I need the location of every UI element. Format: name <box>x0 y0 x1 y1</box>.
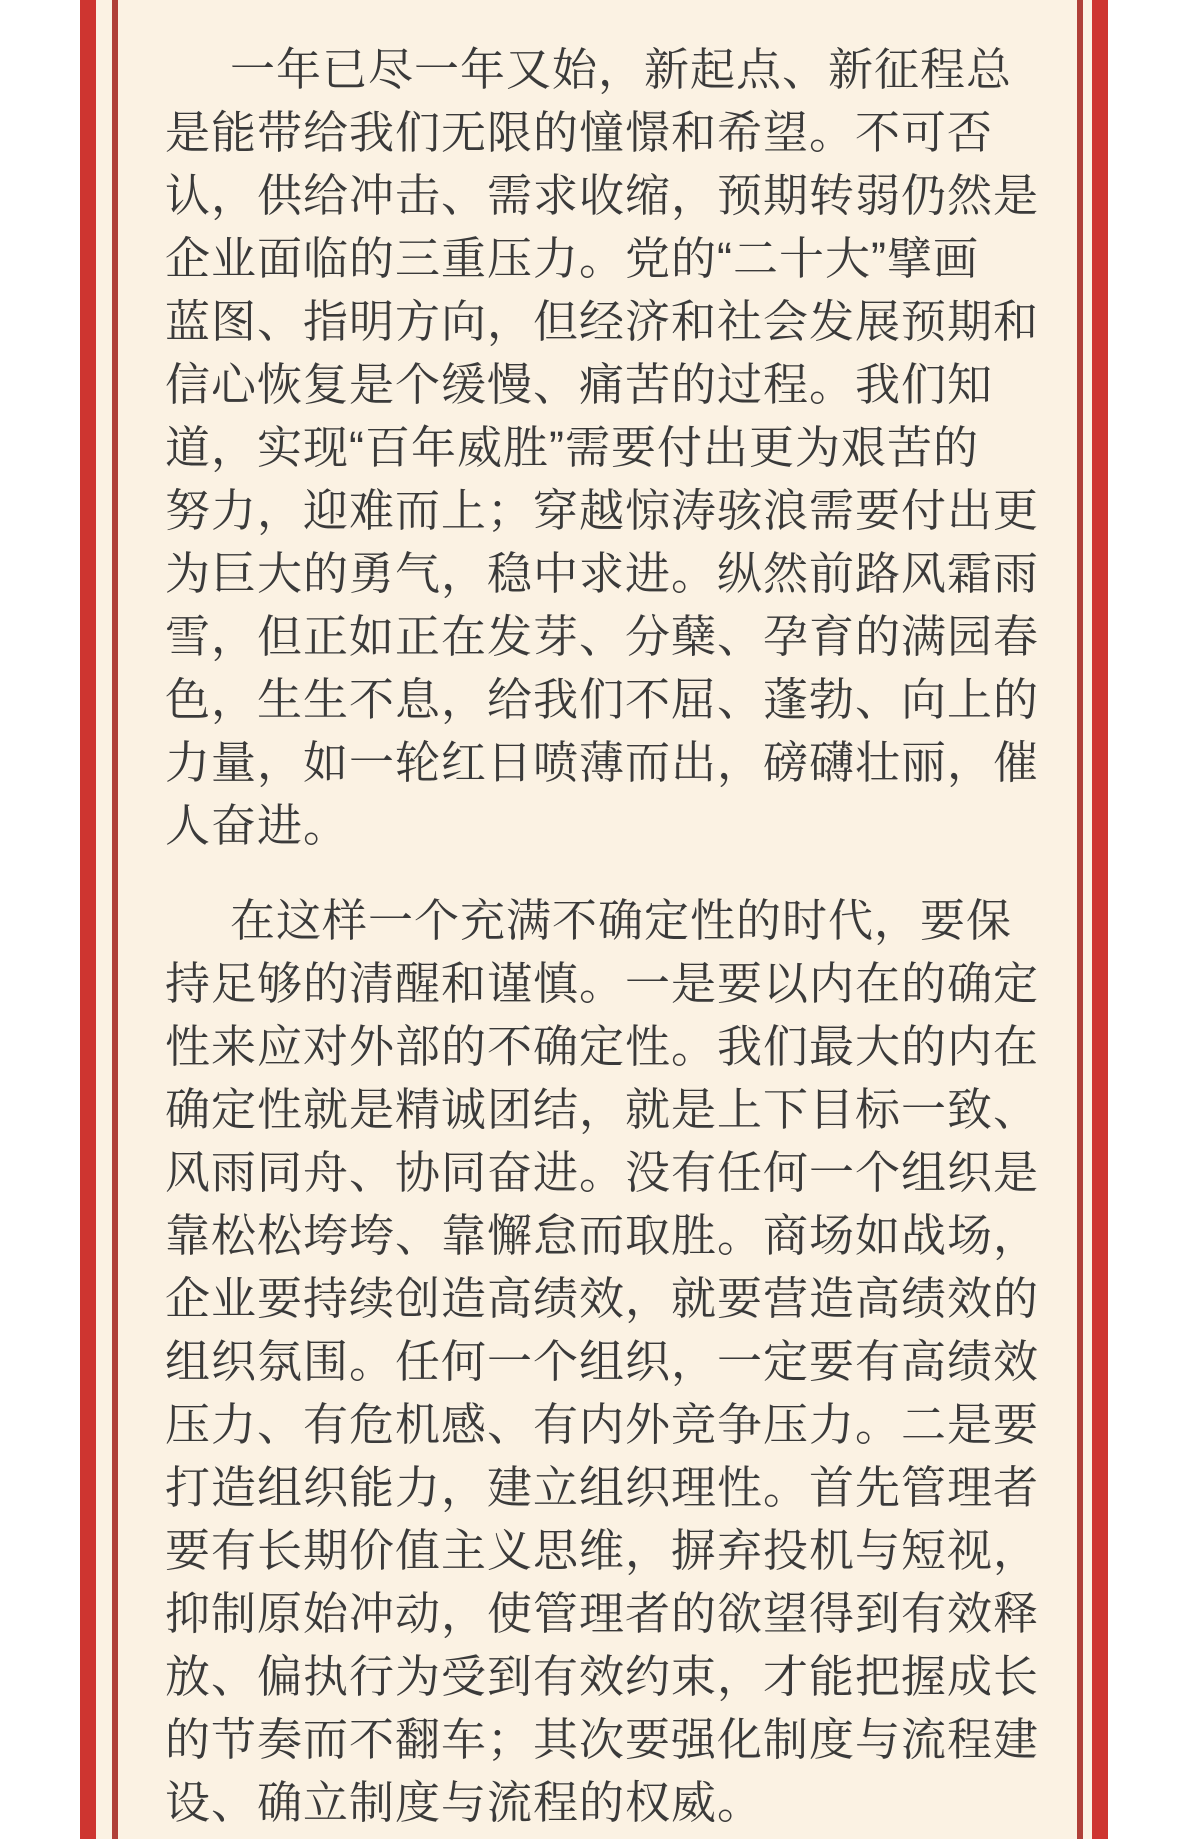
text-line: 放、偏执行为受到有效约束，才能把握成长 <box>165 1651 1040 1702</box>
text-line: 企业要持续创造高绩效，就要营造高绩效的 <box>165 1273 1040 1324</box>
text-line: 确定性就是精诚团结，就是上下目标一致、 <box>165 1084 1040 1135</box>
left-outer-border-line <box>80 0 96 1839</box>
article-body <box>165 38 1049 1834</box>
text-line: 一年已尽一年又始，新起点、新征程总 <box>230 44 1013 95</box>
text-line: 压力、有危机感、有内外竞争压力。二是要 <box>165 1399 1040 1450</box>
text-line: 雪，但正如正在发芽、分蘖、孕育的满园春 <box>165 611 1040 662</box>
paragraph-2 <box>165 889 1049 1834</box>
text-line: 人奋进。 <box>165 800 350 851</box>
text-line: 认，供给冲击、需求收缩，预期转弱仍然是 <box>165 170 1040 221</box>
text-line: 靠松松垮垮、靠懈怠而取胜。商场如战场， <box>165 1210 1040 1261</box>
right-inner-border-line <box>1077 0 1083 1839</box>
text-line: 努力，迎难而上；穿越惊涛骇浪需要付出更 <box>165 485 1040 536</box>
text-line: 是能带给我们无限的憧憬和希望。不可否 <box>165 107 994 158</box>
text-line: 抑制原始冲动，使管理者的欲望得到有效释 <box>165 1588 1040 1639</box>
text-line: 要有长期价值主义思维，摒弃投机与短视， <box>165 1525 1040 1576</box>
text-line: 打造组织能力，建立组织理性。首先管理者 <box>165 1462 1040 1513</box>
text-line: 性来应对外部的不确定性。我们最大的内在 <box>165 1021 1040 1072</box>
text-line: 组织氛围。任何一个组织，一定要有高绩效 <box>165 1336 1040 1387</box>
text-line: 企业面临的三重压力。党的“二十大”擘画 <box>165 233 979 284</box>
text-line: 风雨同舟、协同奋进。没有任何一个组织是 <box>165 1147 1040 1198</box>
text-line: 色，生生不息，给我们不屈、蓬勃、向上的 <box>165 674 1040 725</box>
text-line: 的节奏而不翻车；其次要强化制度与流程建 <box>165 1714 1040 1765</box>
text-line: 信心恢复是个缓慢、痛苦的过程。我们知 <box>165 359 994 410</box>
text-line: 力量，如一轮红日喷薄而出，磅礴壮丽，催 <box>165 737 1040 788</box>
right-outer-border-line <box>1092 0 1108 1839</box>
text-line: 为巨大的勇气，稳中求进。纵然前路风霜雨 <box>165 548 1040 599</box>
text-line: 道，实现“百年威胜”需要付出更为艰苦的 <box>165 422 979 473</box>
paragraph-1 <box>165 38 1049 857</box>
text-line: 蓝图、指明方向，但经济和社会发展预期和 <box>165 296 1040 347</box>
left-inner-border-line <box>112 0 118 1839</box>
text-line: 在这样一个充满不确定性的时代，要保 <box>230 895 1013 946</box>
text-line: 持足够的清醒和谨慎。一是要以内在的确定 <box>165 958 1040 1009</box>
text-line: 设、确立制度与流程的权威。 <box>165 1777 764 1828</box>
